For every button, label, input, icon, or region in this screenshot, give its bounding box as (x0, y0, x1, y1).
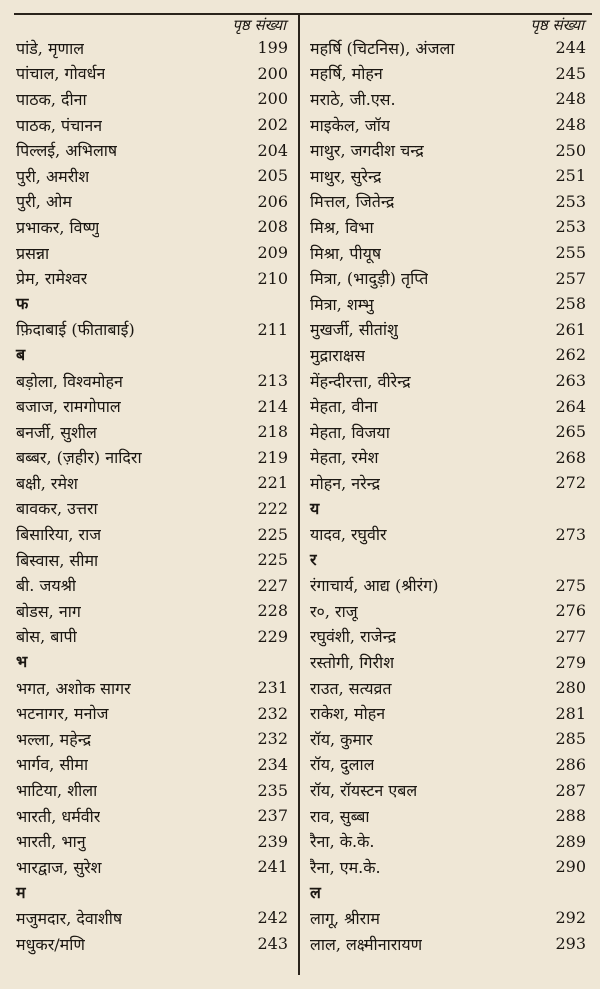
entry-name: रैना, के.के. (310, 832, 375, 852)
index-entry (310, 803, 588, 829)
entry-page-number: 265 (555, 422, 586, 442)
entry-page-number: 219 (257, 447, 288, 467)
entry-page-number: 243 (257, 934, 288, 954)
entry-name: पांडे, मृणाल (16, 38, 85, 58)
entry-page-number: 225 (257, 550, 288, 570)
entry-page-number: 214 (257, 396, 288, 416)
entry-page-number: 277 (555, 626, 586, 646)
index-entry (310, 521, 588, 547)
entry-name: पुरी, ओम (16, 192, 72, 212)
index-entry (310, 189, 588, 215)
entry-name: रस्तोगी, गिरीश (310, 653, 395, 673)
left-column (16, 13, 290, 956)
index-entry (16, 547, 290, 573)
entry-page-number: 286 (555, 754, 586, 774)
entry-name: भारद्वाज, सुरेश (16, 857, 102, 877)
entry-name: बिसारिया, राज (16, 525, 102, 545)
index-entry (310, 624, 588, 650)
entry-page-number: 228 (257, 601, 288, 621)
index-entry (16, 419, 290, 445)
entry-page-number: 261 (555, 319, 586, 339)
entry-page-number: 235 (257, 780, 288, 800)
section-letter: र (310, 549, 317, 569)
entry-page-number: 229 (257, 626, 288, 646)
index-entry (16, 700, 290, 726)
entry-page-number: 205 (257, 166, 288, 186)
entry-page-number: 262 (555, 345, 586, 365)
entry-page-number: 276 (555, 601, 586, 621)
entry-page-number: 279 (555, 652, 586, 672)
index-entry (16, 61, 290, 87)
entry-name: बजाज, रामगोपाल (16, 397, 121, 417)
entry-page-number: 242 (257, 908, 288, 928)
entry-name: रॉय, कुमार (310, 729, 373, 749)
index-entry (310, 419, 588, 445)
entry-name: बी. जयश्री (16, 576, 77, 596)
entry-page-number: 268 (555, 447, 586, 467)
index-entry (16, 675, 290, 701)
index-entry (310, 470, 588, 496)
entry-page-number: 218 (257, 422, 288, 442)
index-entry (16, 624, 290, 650)
entry-name: रॉय, रॉयस्टन एबल (310, 781, 418, 801)
entry-page-number: 273 (555, 524, 586, 544)
entry-name: राव, सुब्बा (310, 806, 370, 826)
index-entry (310, 112, 588, 138)
index-entry (16, 317, 290, 343)
entry-page-number: 290 (555, 857, 586, 877)
index-entry (16, 726, 290, 752)
entry-name: यादव, रघुवीर (310, 525, 387, 545)
entry-name: भार्गव, सीमा (16, 755, 89, 775)
entry-page-number: 251 (555, 166, 586, 186)
entry-name: माथुर, जगदीश चन्द्र (310, 141, 424, 161)
entry-page-number: 258 (555, 294, 586, 314)
entry-name: मिश्रा, पीयूष (310, 243, 382, 263)
entry-page-number: 280 (555, 678, 586, 698)
entry-name: पांचाल, गोवर्धन (16, 64, 106, 84)
index-entry (310, 649, 588, 675)
index-entry (16, 777, 290, 803)
index-entry (16, 931, 290, 957)
entry-page-number: 244 (555, 38, 586, 58)
entry-page-number: 253 (555, 191, 586, 211)
entry-name: लागू, श्रीराम (310, 908, 380, 928)
entry-page-number: 200 (257, 89, 288, 109)
index-entry (310, 35, 588, 61)
section-letter: ब (16, 345, 26, 365)
entry-name: फ़िदाबाई (फीताबाई) (16, 320, 135, 340)
entry-page-number: 204 (257, 140, 288, 160)
entry-page-number: 285 (555, 729, 586, 749)
entry-page-number: 248 (555, 89, 586, 109)
entry-name: मेहता, रमेश (310, 448, 379, 468)
index-entry (16, 86, 290, 112)
index-entry (16, 828, 290, 854)
entry-page-number: 211 (257, 319, 288, 339)
entry-page-number: 210 (257, 268, 288, 288)
entry-page-number: 250 (555, 140, 586, 160)
entry-name: महर्षि (चिटनिस), अंजला (310, 38, 455, 58)
entry-page-number: 281 (555, 703, 586, 723)
entry-page-number: 237 (257, 806, 288, 826)
entry-name: भारती, भानु (16, 832, 86, 852)
entry-name: रघुवंशी, राजेन्द्र (310, 627, 397, 647)
entry-page-number: 227 (257, 575, 288, 595)
index-entry (310, 828, 588, 854)
index-entry (310, 265, 588, 291)
index-entry (310, 931, 588, 957)
entry-page-number: 264 (555, 396, 586, 416)
index-entry (16, 35, 290, 61)
entry-page-number: 200 (257, 63, 288, 83)
index-entry (310, 572, 588, 598)
index-entry (16, 572, 290, 598)
entry-name: मधुकर/मणि (16, 934, 85, 954)
entry-page-number: 275 (555, 575, 586, 595)
index-entry (310, 393, 588, 419)
entry-name: मुखर्जी, सीतांशु (310, 320, 398, 340)
index-entry (310, 86, 588, 112)
entry-name: भारती, धर्मवीर (16, 806, 101, 826)
entry-page-number: 241 (257, 857, 288, 877)
entry-page-number: 287 (555, 780, 586, 800)
entry-name: पिल्लई, अभिलाष (16, 141, 118, 161)
entry-name: रॉय, दुलाल (310, 755, 375, 775)
section-letter: ल (310, 882, 321, 902)
index-entry (310, 752, 588, 778)
entry-page-number: 221 (257, 473, 288, 493)
entry-name: माइकेल, जॉय (310, 115, 391, 135)
entry-name: भगत, अशोक सागर (16, 678, 131, 698)
entry-name: मजुमदार, देवाशीष (16, 908, 123, 928)
page-number-header-right: पृष्ठ संख्या (530, 16, 584, 34)
index-entry (16, 598, 290, 624)
entry-page-number: 288 (555, 806, 586, 826)
entry-name: मिश्र, विभा (310, 217, 374, 237)
index-entry (16, 240, 290, 266)
entry-page-number: 248 (555, 115, 586, 135)
entry-name: बक्षी, रमेश (16, 473, 78, 493)
entry-page-number: 253 (555, 217, 586, 237)
index-entry (310, 777, 588, 803)
index-entry (16, 137, 290, 163)
index-entry (16, 112, 290, 138)
entry-name: मुद्राराक्षस (310, 345, 366, 365)
index-entry (310, 214, 588, 240)
index-entry (310, 368, 588, 394)
entry-name: पाठक, दीना (16, 89, 87, 109)
entry-page-number: 272 (555, 473, 586, 493)
entry-name: बड़ोला, विश्वमोहन (16, 371, 123, 391)
index-entry (310, 905, 588, 931)
entry-name: बिस्वास, सीमा (16, 550, 99, 570)
index-entry (16, 189, 290, 215)
entry-page-number: 234 (257, 754, 288, 774)
entry-page-number: 257 (555, 268, 586, 288)
entry-name: मित्रा, (भादुड़ी) तृप्ति (310, 269, 429, 289)
entry-name: मित्रा, शम्भु (310, 294, 374, 314)
entry-name: भटनागर, मनोज (16, 704, 109, 724)
index-entry (16, 905, 290, 931)
entry-name: मित्तल, जितेन्द्र (310, 192, 395, 212)
entry-name: पाठक, पंचानन (16, 115, 103, 135)
entry-page-number: 232 (257, 729, 288, 749)
page-number-header-left: पृष्ठ संख्या (232, 16, 286, 34)
entry-name: मोहन, नरेन्द्र (310, 473, 381, 493)
entry-page-number: 209 (257, 243, 288, 263)
entry-page-number: 239 (257, 831, 288, 851)
entry-name: मराठे, जी.एस. (310, 89, 396, 109)
entry-name: महर्षि, मोहन (310, 64, 383, 84)
index-entry (16, 214, 290, 240)
entry-name: र०, राजू (310, 601, 358, 621)
index-entry (310, 240, 588, 266)
index-entry (310, 675, 588, 701)
entry-name: रंगाचार्य, आद्य (श्रीरंग) (310, 576, 439, 596)
index-entry (16, 445, 290, 471)
entry-page-number: 292 (555, 908, 586, 928)
entry-name: बोस, बापी (16, 627, 77, 647)
entry-name: बब्बर, (ज़हीर) नादिरा (16, 448, 142, 468)
column-divider (298, 13, 300, 975)
index-entry (16, 752, 290, 778)
entry-name: राकेश, मोहन (310, 704, 386, 724)
index-entry (310, 317, 588, 343)
entry-name: भाटिया, शीला (16, 781, 98, 801)
entry-name: प्रभाकर, विष्णु (16, 217, 100, 237)
entry-name: लाल, लक्ष्मीनारायण (310, 934, 423, 954)
entry-name: माथुर, सुरेन्द्र (310, 166, 382, 186)
index-entry (310, 700, 588, 726)
entry-name: प्रेम, रामेश्वर (16, 269, 88, 289)
index-entry (310, 342, 588, 368)
entry-name: मेहता, विजया (310, 422, 390, 442)
entry-page-number: 231 (257, 678, 288, 698)
index-entry (16, 368, 290, 394)
entry-name: बावकर, उत्तरा (16, 499, 98, 519)
index-entry (16, 163, 290, 189)
index-entry (310, 291, 588, 317)
index-entry (16, 496, 290, 522)
index-entry (16, 265, 290, 291)
section-letter: भ (16, 652, 28, 672)
entry-page-number: 206 (257, 191, 288, 211)
right-column (310, 13, 588, 956)
entry-name: मेंहन्दीरत्ता, वीरेन्द्र (310, 371, 411, 391)
section-letter: फ (16, 293, 29, 313)
entry-page-number: 289 (555, 831, 586, 851)
entry-page-number: 222 (257, 498, 288, 518)
section-letter: म (16, 882, 26, 902)
entry-page-number: 208 (257, 217, 288, 237)
entry-name: राउत, सत्यव्रत (310, 678, 392, 698)
entry-name: बनर्जी, सुशील (16, 422, 97, 442)
index-entry (16, 803, 290, 829)
entry-name: रैना, एम.के. (310, 857, 381, 877)
index-entry (310, 445, 588, 471)
index-entry (16, 854, 290, 880)
index-entry (310, 854, 588, 880)
entry-name: भल्ला, महेन्द्र (16, 729, 92, 749)
index-entry (310, 61, 588, 87)
index-entry (16, 393, 290, 419)
entry-page-number: 293 (555, 934, 586, 954)
section-letter: य (310, 498, 320, 518)
entry-page-number: 199 (257, 38, 288, 58)
entry-page-number: 213 (257, 371, 288, 391)
index-entry (16, 470, 290, 496)
entry-name: पुरी, अमरीश (16, 166, 90, 186)
entry-page-number: 245 (555, 63, 586, 83)
index-entry (310, 726, 588, 752)
entry-page-number: 255 (555, 243, 586, 263)
index-entry (16, 521, 290, 547)
entry-page-number: 225 (257, 524, 288, 544)
entry-name: प्रसन्ना (16, 243, 50, 263)
index-entry (310, 137, 588, 163)
entry-page-number: 263 (555, 371, 586, 391)
entry-page-number: 232 (257, 703, 288, 723)
entry-name: मेहता, वीना (310, 397, 378, 417)
entry-name: बोडस, नाग (16, 601, 81, 621)
index-entry (310, 163, 588, 189)
entry-page-number: 202 (257, 115, 288, 135)
index-entry (310, 598, 588, 624)
